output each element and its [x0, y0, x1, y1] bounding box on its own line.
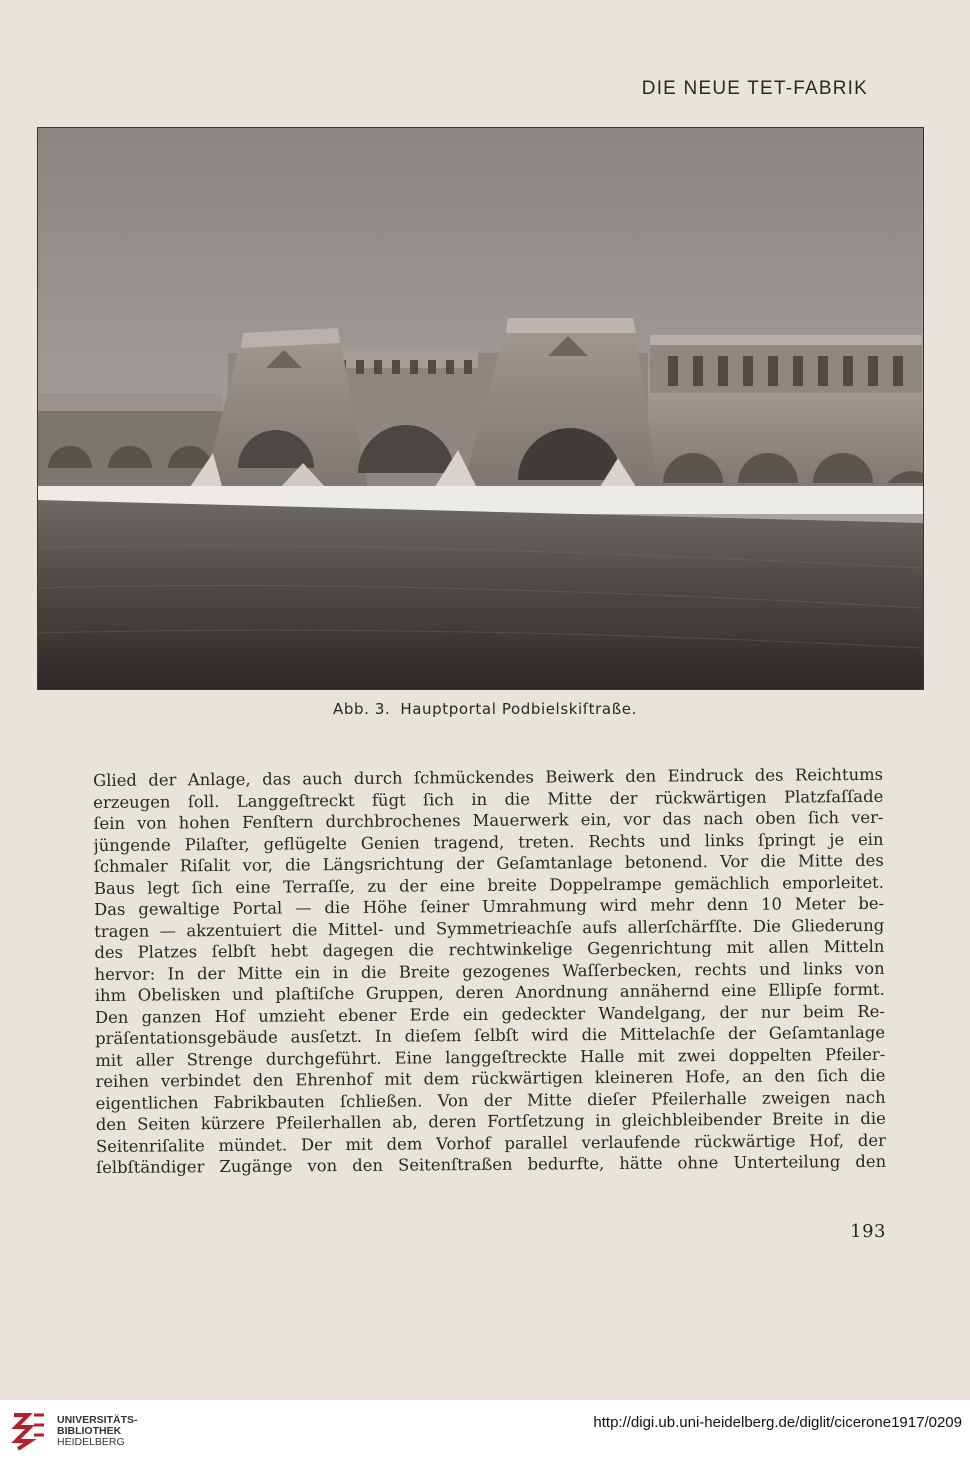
- source-url-link[interactable]: http://digi.ub.uni-heidelberg.de/diglit/cicerone1917/0209: [593, 1414, 962, 1431]
- text-line: ſchmaler Riſalit vor, die Längsrichtung der Geſamtanlage betonend. Vor die Mitte des: [93, 850, 884, 876]
- text-line: reihen verbindet den Ehrenhof mit dem rückwärtigen kleineren Hofe, an den ſich die: [95, 1065, 886, 1091]
- text-line: hervor: In der Mitte ein in die Breite gezogenes Waſſerbecken, rechts und links von: [94, 958, 885, 984]
- caption-number: Abb. 3.: [333, 700, 391, 718]
- photo-plate: [37, 127, 924, 690]
- library-line: UNIVERSITÄTS-: [57, 1414, 138, 1426]
- body-text: [93, 764, 886, 1179]
- page-number: 193: [850, 1221, 886, 1242]
- text-line: Das gewaltige Portal — die Höhe ſeiner Umrahmung wird mehr denn 10 Meter be-: [94, 893, 885, 919]
- text-line: eigentlichen Fabrikbauten ſchließen. Von der Mitte dieſer Pfeilerhalle zweigen nach: [95, 1087, 886, 1113]
- caption-text: Hauptportal Podbielskiſtraße.: [400, 700, 637, 718]
- library-logo-icon: [8, 1411, 48, 1451]
- text-line: den Seiten kürzere Pfeilerhallen ab, deren Fortſetzung in gleichbleibender Breite in die: [95, 1108, 886, 1134]
- text-line: erzeugen ſoll. Langgeſtreckt fügt ſich in die Mitte der rückwärtigen Platzfaſſade: [93, 786, 884, 812]
- text-line: jüngende Pilaſter, geflügelte Genien tragend, treten. Rechts und links ſpringt je ein: [93, 829, 884, 855]
- text-line: tragen — akzentuiert die Mittel- und Symmetrieachſe aufs allerſchärfſte. Die Gliederung: [94, 915, 885, 941]
- library-line: HEIDELBERG: [57, 1436, 125, 1448]
- text-line: präſentationsgebäude ausſetzt. In dieſem ſelbſt wird die Mittelachſe der Geſamtanlage: [95, 1022, 886, 1048]
- running-head: DIE NEUE TET-FABRIK: [641, 78, 868, 99]
- text-line: ſein von hohen Fenſtern durchbrochenes Mauerwerk ein, vor das nach oben ſich ver-: [93, 807, 884, 833]
- text-line: mit aller Strenge durchgeführt. Eine langgeſtreckte Halle mit zwei doppelten Pfeiler-: [95, 1044, 886, 1070]
- text-line: ihm Obelisken und plaſtiſche Gruppen, deren Anordnung annähernd eine Ellipſe formt.: [94, 979, 885, 1005]
- footer-bar: [0, 1400, 970, 1471]
- text-line: Glied der Anlage, das auch durch ſchmückendes Beiwerk den Eindruck des Reichtums: [93, 764, 884, 790]
- text-line: Den ganzen Hof umzieht ebener Erde ein gedeckter Wandelgang, der nur beim Re-: [94, 1001, 885, 1027]
- text-line: ſelbſtändiger Zugänge von den Seitenſtraßen bedurfte, hätte ohne Unterteilung den: [96, 1151, 887, 1177]
- text-line: Baus legt ſich eine Terraſſe, zu der eine breite Doppelrampe gemächlich emporleitet.: [93, 872, 884, 898]
- figure-caption: [0, 700, 970, 718]
- building-photo: [38, 128, 923, 689]
- text-line: des Platzes ſelbſt hebt dagegen die rechtwinkelige Gegenrichtung mit allen Mitteln: [94, 936, 885, 962]
- library-line: BIBLIOTHEK: [57, 1425, 122, 1437]
- library-name: [57, 1415, 138, 1448]
- text-line: Seitenriſalite mündet. Der mit dem Vorhof parallel verlaufende rückwärtige Hof, der: [95, 1130, 887, 1156]
